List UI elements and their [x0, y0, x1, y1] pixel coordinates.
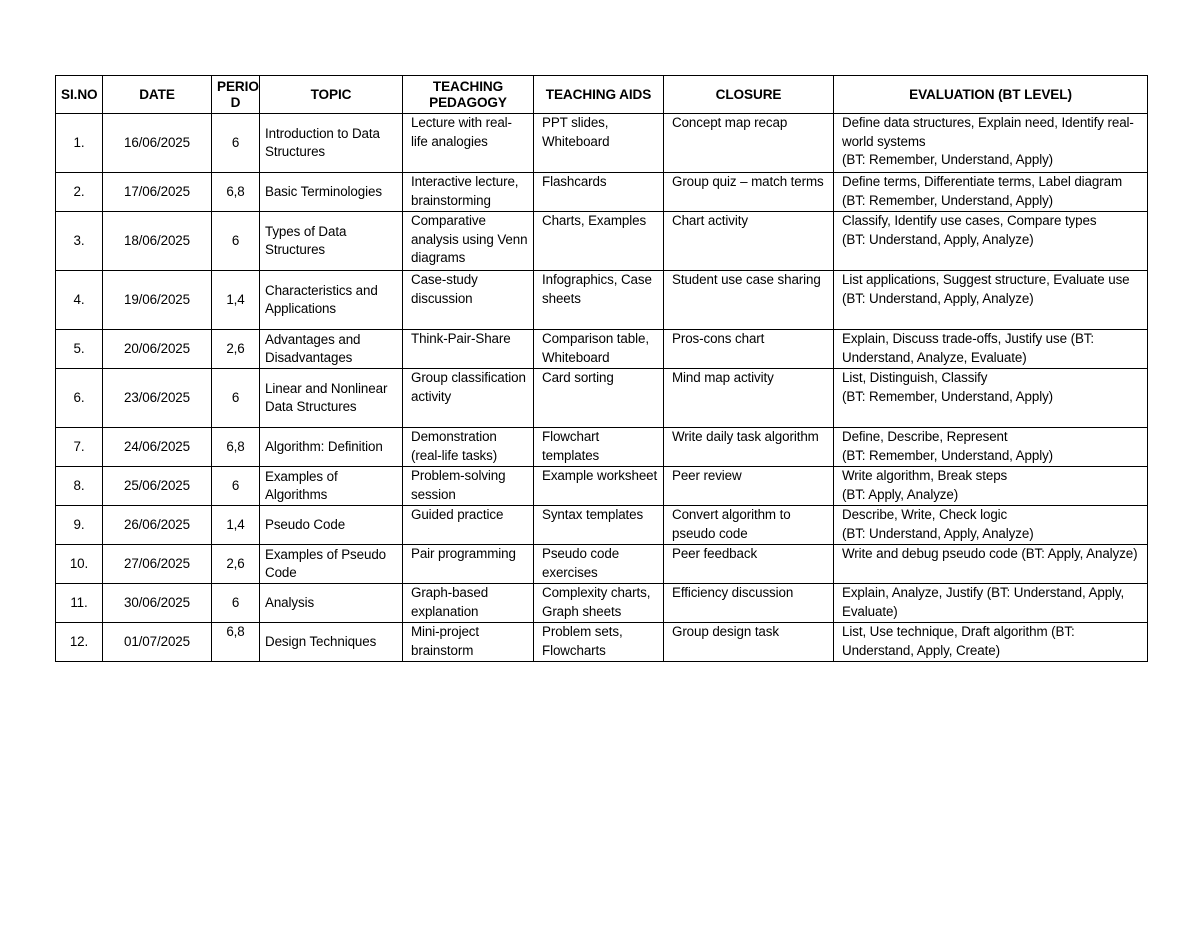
header-sino: SI.NO: [56, 76, 103, 114]
cell-evaluation: List, Use technique, Draft algorithm (BT: Understand, Apply, Create): [834, 623, 1148, 662]
cell-date: 19/06/2025: [103, 271, 212, 330]
cell-teaching-pedagogy: Mini-project brainstorm: [403, 623, 534, 662]
cell-teaching-pedagogy: Think-Pair-Share: [403, 330, 534, 369]
cell-sino: 10.: [56, 545, 103, 584]
header-period: PERIO D: [212, 76, 260, 114]
cell-sino: 7.: [56, 428, 103, 467]
cell-closure: Peer feedback: [664, 545, 834, 584]
table-row: [56, 506, 1148, 545]
cell-closure: Concept map recap: [664, 114, 834, 173]
cell-evaluation: Describe, Write, Check logic (BT: Understand, Apply, Analyze): [834, 506, 1148, 545]
cell-teaching-pedagogy: Interactive lecture, brainstorming: [403, 173, 534, 212]
cell-teaching-aids: Flashcards: [534, 173, 664, 212]
table-row: [56, 330, 1148, 369]
cell-evaluation: List applications, Suggest structure, Evaluate use (BT: Understand, Apply, Analyze): [834, 271, 1148, 330]
table-header: [56, 76, 1148, 114]
cell-period: 6,8: [212, 428, 260, 467]
header-date: DATE: [103, 76, 212, 114]
table-row: [56, 271, 1148, 330]
cell-date: 18/06/2025: [103, 212, 212, 271]
cell-topic: Characteristics and Applications: [260, 271, 403, 330]
cell-sino: 1.: [56, 114, 103, 173]
cell-closure: Student use case sharing: [664, 271, 834, 330]
cell-topic: Algorithm: Definition: [260, 428, 403, 467]
table-row: [56, 545, 1148, 584]
table-row: [56, 114, 1148, 173]
cell-topic: Examples of Pseudo Code: [260, 545, 403, 584]
lesson-plan-table: [55, 75, 1148, 662]
cell-teaching-aids: Pseudo code exercises: [534, 545, 664, 584]
cell-sino: 11.: [56, 584, 103, 623]
cell-topic: Linear and Nonlinear Data Structures: [260, 369, 403, 428]
cell-evaluation: Write and debug pseudo code (BT: Apply, Analyze): [834, 545, 1148, 584]
table-row: [56, 428, 1148, 467]
cell-date: 20/06/2025: [103, 330, 212, 369]
table-row: [56, 369, 1148, 428]
cell-evaluation: Classify, Identify use cases, Compare types (BT: Understand, Apply, Analyze): [834, 212, 1148, 271]
table-row: [56, 623, 1148, 662]
cell-date: 25/06/2025: [103, 467, 212, 506]
cell-evaluation: Define data structures, Explain need, Identify real-world systems (BT: Remember, Understand, Apply): [834, 114, 1148, 173]
cell-period: 6,8: [212, 623, 260, 662]
cell-topic: Analysis: [260, 584, 403, 623]
cell-period: 6: [212, 212, 260, 271]
cell-sino: 2.: [56, 173, 103, 212]
cell-evaluation: Write algorithm, Break steps (BT: Apply, Analyze): [834, 467, 1148, 506]
cell-topic: Introduction to Data Structures: [260, 114, 403, 173]
cell-closure: Group quiz – match terms: [664, 173, 834, 212]
cell-teaching-pedagogy: Comparative analysis using Venn diagrams: [403, 212, 534, 271]
cell-period: 1,4: [212, 506, 260, 545]
table-row: [56, 467, 1148, 506]
cell-teaching-pedagogy: Demonstration (real-life tasks): [403, 428, 534, 467]
cell-closure: Peer review: [664, 467, 834, 506]
cell-teaching-pedagogy: Guided practice: [403, 506, 534, 545]
cell-evaluation: Define, Describe, Represent (BT: Remember, Understand, Apply): [834, 428, 1148, 467]
cell-teaching-aids: Infographics, Case sheets: [534, 271, 664, 330]
cell-evaluation: Define terms, Differentiate terms, Label diagram (BT: Remember, Understand, Apply): [834, 173, 1148, 212]
table-body: [56, 114, 1148, 662]
cell-closure: Mind map activity: [664, 369, 834, 428]
header-row: [56, 76, 1148, 114]
cell-teaching-pedagogy: Pair programming: [403, 545, 534, 584]
table-row: [56, 584, 1148, 623]
cell-teaching-pedagogy: Graph-based explanation: [403, 584, 534, 623]
cell-teaching-pedagogy: Group classification activity: [403, 369, 534, 428]
cell-date: 01/07/2025: [103, 623, 212, 662]
cell-teaching-aids: Syntax templates: [534, 506, 664, 545]
cell-period: 1,4: [212, 271, 260, 330]
cell-closure: Write daily task algorithm: [664, 428, 834, 467]
cell-closure: Convert algorithm to pseudo code: [664, 506, 834, 545]
cell-teaching-aids: PPT slides, Whiteboard: [534, 114, 664, 173]
cell-period: 6: [212, 584, 260, 623]
cell-teaching-pedagogy: Case-study discussion: [403, 271, 534, 330]
cell-closure: Group design task: [664, 623, 834, 662]
cell-period: 6: [212, 114, 260, 173]
cell-sino: 8.: [56, 467, 103, 506]
cell-evaluation: Explain, Analyze, Justify (BT: Understand, Apply, Evaluate): [834, 584, 1148, 623]
header-topic: TOPIC: [260, 76, 403, 114]
cell-sino: 12.: [56, 623, 103, 662]
cell-topic: Advantages and Disadvantages: [260, 330, 403, 369]
cell-sino: 9.: [56, 506, 103, 545]
cell-evaluation: List, Distinguish, Classify (BT: Remember, Understand, Apply): [834, 369, 1148, 428]
cell-period: 2,6: [212, 545, 260, 584]
cell-date: 26/06/2025: [103, 506, 212, 545]
cell-topic: Types of Data Structures: [260, 212, 403, 271]
header-teaching-pedagogy: TEACHING PEDAGOGY: [403, 76, 534, 114]
cell-topic: Examples of Algorithms: [260, 467, 403, 506]
cell-closure: Efficiency discussion: [664, 584, 834, 623]
cell-sino: 4.: [56, 271, 103, 330]
cell-topic: Basic Terminologies: [260, 173, 403, 212]
cell-period: 6,8: [212, 173, 260, 212]
table-row: [56, 173, 1148, 212]
cell-teaching-pedagogy: Lecture with real-life analogies: [403, 114, 534, 173]
cell-period: 6: [212, 369, 260, 428]
cell-closure: Pros-cons chart: [664, 330, 834, 369]
cell-closure: Chart activity: [664, 212, 834, 271]
cell-evaluation: Explain, Discuss trade-offs, Justify use (BT: Understand, Analyze, Evaluate): [834, 330, 1148, 369]
cell-teaching-aids: Card sorting: [534, 369, 664, 428]
cell-date: 17/06/2025: [103, 173, 212, 212]
table-row: [56, 212, 1148, 271]
cell-teaching-aids: Example worksheet: [534, 467, 664, 506]
cell-sino: 6.: [56, 369, 103, 428]
cell-date: 16/06/2025: [103, 114, 212, 173]
cell-date: 23/06/2025: [103, 369, 212, 428]
header-evaluation: EVALUATION (BT LEVEL): [834, 76, 1148, 114]
cell-teaching-aids: Charts, Examples: [534, 212, 664, 271]
cell-sino: 5.: [56, 330, 103, 369]
cell-period: 2,6: [212, 330, 260, 369]
header-teaching-aids: TEACHING AIDS: [534, 76, 664, 114]
cell-teaching-aids: Complexity charts, Graph sheets: [534, 584, 664, 623]
header-closure: CLOSURE: [664, 76, 834, 114]
cell-teaching-pedagogy: Problem-solving session: [403, 467, 534, 506]
cell-teaching-aids: Flowchart templates: [534, 428, 664, 467]
cell-sino: 3.: [56, 212, 103, 271]
cell-teaching-aids: Problem sets, Flowcharts: [534, 623, 664, 662]
cell-date: 24/06/2025: [103, 428, 212, 467]
cell-topic: Pseudo Code: [260, 506, 403, 545]
cell-topic: Design Techniques: [260, 623, 403, 662]
cell-period: 6: [212, 467, 260, 506]
cell-teaching-aids: Comparison table, Whiteboard: [534, 330, 664, 369]
cell-date: 30/06/2025: [103, 584, 212, 623]
cell-date: 27/06/2025: [103, 545, 212, 584]
